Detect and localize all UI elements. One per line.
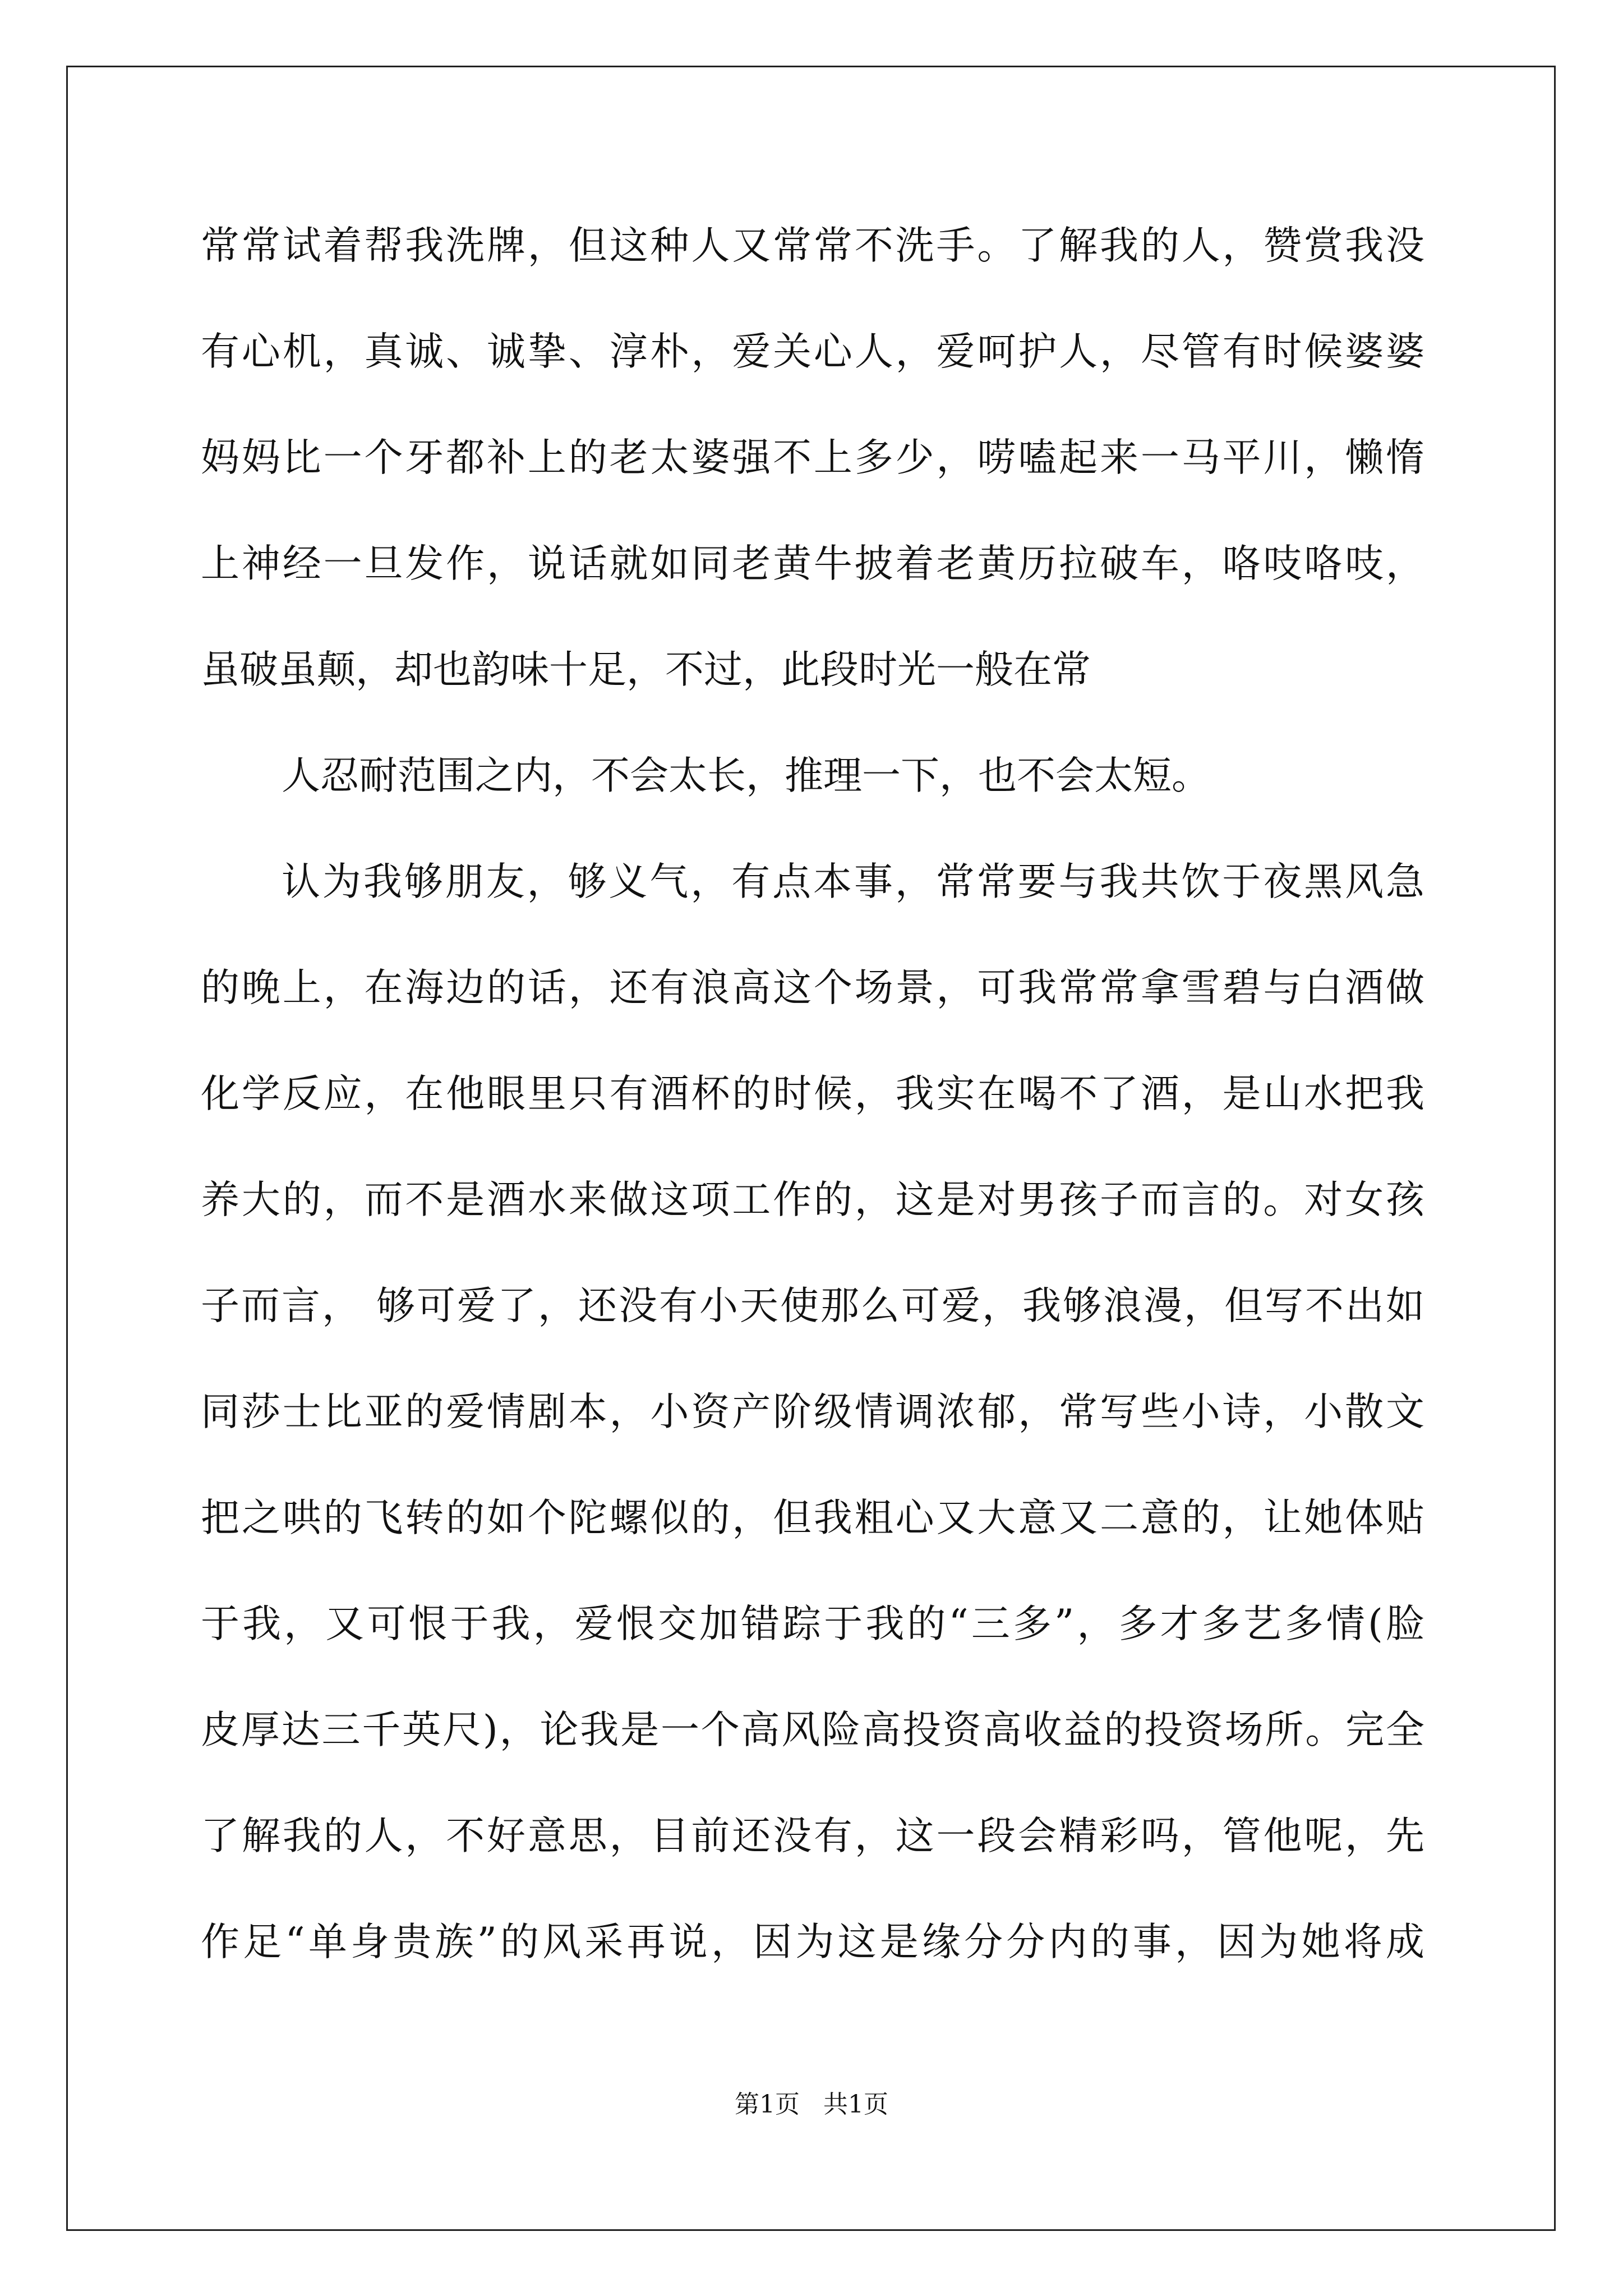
text-line-11: 子而言， 够可爱了，还没有小天使那么可爱，我够浪漫，但写不出如 xyxy=(201,1283,1424,1328)
text-line-3: 妈妈比一个牙都补上的老太婆强不上多少，唠嗑起来一马平川，懒惰 xyxy=(201,435,1424,480)
text-line-4: 上神经一旦发作，说话就如同老黄牛披着老黄历拉破车，咯吱咯吱， xyxy=(201,541,1424,586)
text-line-10: 养大的，而不是酒水来做这项工作的，这是对男孩子而言的。对女孩 xyxy=(201,1177,1424,1222)
text-line-14: 于我，又可恨于我，爱恨交加错踪于我的“三多”，多才多艺多情(脸 xyxy=(201,1602,1424,1646)
text-line-12: 同莎士比亚的爱情剧本，小资产阶级情调浓郁，常写些小诗，小散文 xyxy=(201,1389,1424,1434)
text-line-7: 认为我够朋友，够义气，有点本事，常常要与我共饮于夜黑风急 xyxy=(282,859,1424,904)
text-line-1: 常常试着帮我洗牌，但这种人又常常不洗手。了解我的人，赞赏我没 xyxy=(201,223,1424,268)
text-line-17: 作足“单身贵族”的风采再说，因为这是缘分分内的事，因为她将成 xyxy=(201,1920,1424,1964)
text-line-13: 把之哄的飞转的如个陀螺似的，但我粗心又大意又二意的，让她体贴 xyxy=(201,1496,1424,1540)
page-border xyxy=(66,66,1556,2231)
text-line-16: 了解我的人，不好意思，目前还没有，这一段会精彩吗，管他呢，先 xyxy=(201,1814,1424,1858)
text-line-5: 虽破虽颠，却也韵味十足，不过，此段时光一般在常 xyxy=(201,647,1091,692)
text-line-9: 化学反应，在他眼里只有酒杯的时候，我实在喝不了酒，是山水把我 xyxy=(201,1071,1424,1116)
text-line-8: 的晚上，在海边的话，还有浪高这个场景，可我常常拿雪碧与白酒做 xyxy=(201,965,1424,1010)
text-line-15: 皮厚达三千英尺)，论我是一个高风险高投资高收益的投资场所。完全 xyxy=(201,1708,1424,1752)
page-number-footer: 第1页 共1页 xyxy=(735,2090,888,2119)
text-line-2: 有心机，真诚、诚挚、淳朴，爱关心人，爱呵护人，尽管有时候婆婆 xyxy=(201,329,1424,374)
text-line-6: 人忍耐范围之内，不会太长，推理一下，也不会太短。 xyxy=(282,753,1210,798)
